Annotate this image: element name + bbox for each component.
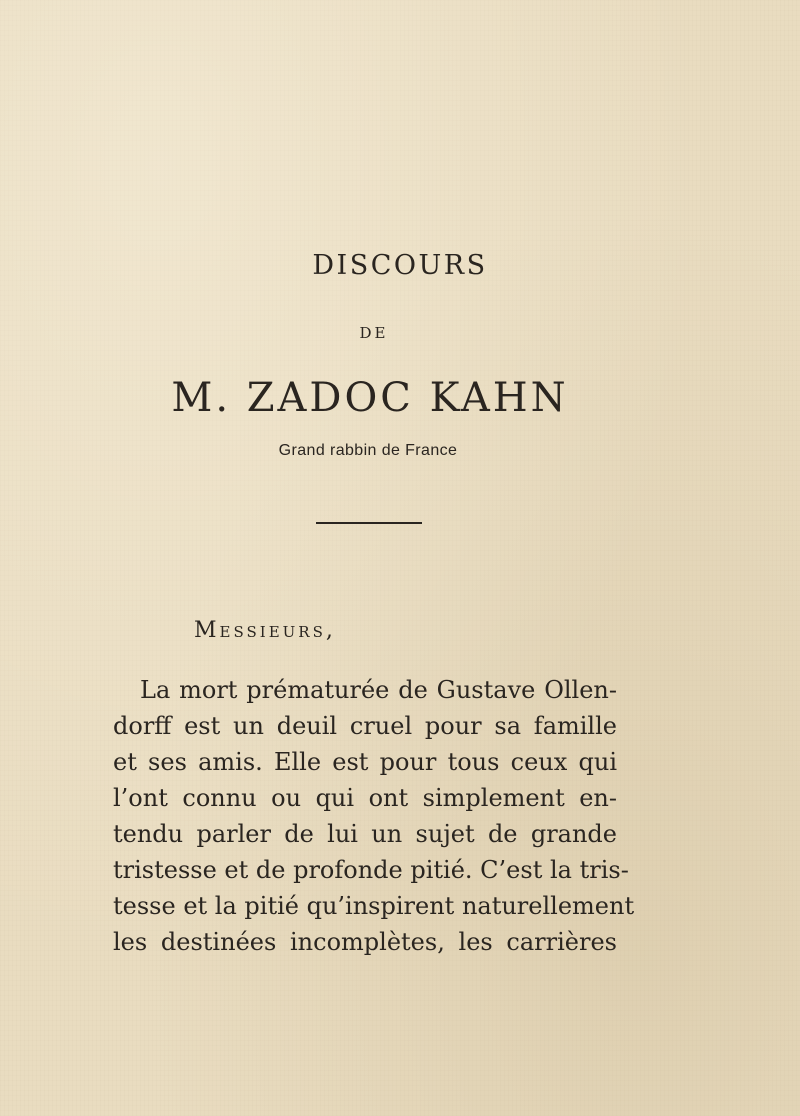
heading-de: DE	[359, 324, 389, 342]
body-paragraph	[113, 672, 635, 960]
body-line: tesse et la pitié qu’inspirent naturellement	[113, 892, 635, 920]
body-line: La mort prématurée de Gustave Ollen-	[140, 676, 617, 704]
speaker-name: M. ZADOC KAHN	[171, 375, 569, 421]
heading-discours: DISCOURS	[312, 250, 488, 281]
body-line: dorff est un deuil cruel pour sa famille	[113, 712, 617, 740]
body-line: tendu parler de lui un sujet de grande	[113, 820, 617, 848]
body-line: les destinées incomplètes, les carrières	[113, 928, 617, 956]
separator-rule	[316, 522, 422, 524]
speaker-title: Grand rabbin de France	[278, 442, 458, 459]
body-line: tristesse et de profonde pitié. C’est la tris-	[113, 856, 629, 884]
body-line: l’ont connu ou qui ont simplement en-	[113, 784, 617, 812]
body-line: et ses amis. Elle est pour tous ceux qui	[113, 748, 617, 776]
salutation: Messieurs,	[194, 618, 336, 643]
